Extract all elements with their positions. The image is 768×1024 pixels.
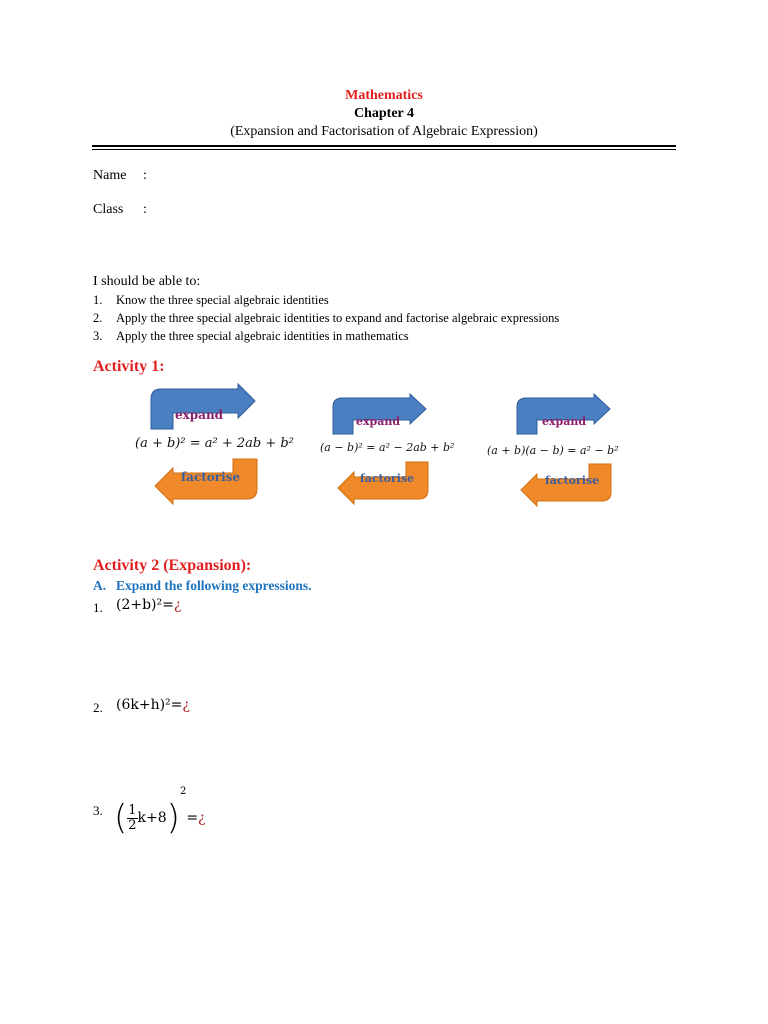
identity-formula-2: (a − b)² = a² − 2ab + b²: [320, 441, 455, 454]
question-number: 1.: [93, 600, 103, 615]
class-field: [93, 201, 147, 219]
expand-label: expand: [542, 415, 587, 428]
left-paren: (: [114, 798, 128, 838]
expression-tail: k+8: [137, 810, 167, 826]
list-item: [93, 309, 693, 327]
expression-text: (6k+h)²=: [116, 697, 183, 713]
name-sep: :: [143, 168, 147, 183]
class-sep: :: [143, 202, 147, 217]
question-2-expression: [116, 697, 190, 713]
section-letter: A.: [93, 578, 107, 593]
equals-sign: =: [186, 810, 199, 826]
fraction-denominator: 2: [128, 817, 137, 833]
item-text: Apply the three special algebraic identities to expand and factorise algebraic expressions: [116, 311, 560, 325]
item-text: Apply the three special algebraic identities in mathematics: [116, 329, 409, 343]
topic-title: (Expansion and Factorisation of Algebraic Expression): [230, 124, 538, 139]
objectives-list: [93, 291, 693, 345]
identity-formula-1: (a + b)² = a² + 2ab + b²: [135, 436, 294, 451]
worksheet-header: [92, 87, 676, 141]
answer-mark: ¿: [173, 597, 182, 613]
question-1: [93, 600, 116, 616]
question-3-expression: [114, 786, 206, 838]
question-number: 2.: [93, 700, 103, 715]
activity-1-title: Activity 1:: [93, 358, 165, 375]
list-item: [93, 291, 693, 309]
header-divider-thin: [92, 149, 676, 150]
item-number: 1.: [93, 293, 103, 307]
question-2: [93, 700, 116, 716]
answer-mark: ¿: [182, 697, 190, 713]
right-paren: ): [166, 798, 180, 838]
answer-mark: ¿: [198, 810, 206, 826]
header-divider: [92, 145, 676, 147]
objectives-intro: I should be able to:: [93, 274, 201, 289]
expand-label: expand: [175, 408, 224, 422]
chapter-title: Chapter 4: [353, 106, 415, 121]
factorise-label: factorise: [360, 472, 415, 485]
learning-objectives: [93, 273, 693, 345]
expression-text: (2+b)²=: [116, 597, 174, 613]
section-a-heading: [93, 578, 312, 594]
item-text: Know the three special algebraic identities: [116, 293, 329, 307]
factorise-label: factorise: [545, 474, 600, 487]
exponent: 2: [179, 786, 187, 797]
expand-label: expand: [356, 415, 401, 428]
name-field: [93, 167, 147, 185]
item-number: 3.: [93, 329, 103, 343]
name-label: Name: [93, 168, 127, 183]
subject-title: Mathematics: [345, 88, 423, 103]
identity-formula-3: (a + b)(a − b) = a² − b²: [487, 444, 619, 457]
class-label: Class: [93, 202, 124, 217]
section-text: Expand the following expressions.: [116, 578, 312, 593]
activity-2-title: Activity 2 (Expansion):: [93, 557, 252, 574]
question-number: 3.: [93, 803, 103, 818]
identity-diagram-3: [487, 394, 637, 506]
identity-diagram-1: [133, 385, 303, 505]
question-3: [93, 803, 116, 819]
fraction: [127, 804, 137, 833]
list-item: [93, 327, 693, 345]
fraction-numerator: 1: [128, 802, 137, 818]
item-number: 2.: [93, 311, 103, 325]
question-1-expression: [116, 597, 181, 613]
identity-diagram-2: [318, 394, 468, 506]
factorise-label: factorise: [181, 470, 241, 484]
